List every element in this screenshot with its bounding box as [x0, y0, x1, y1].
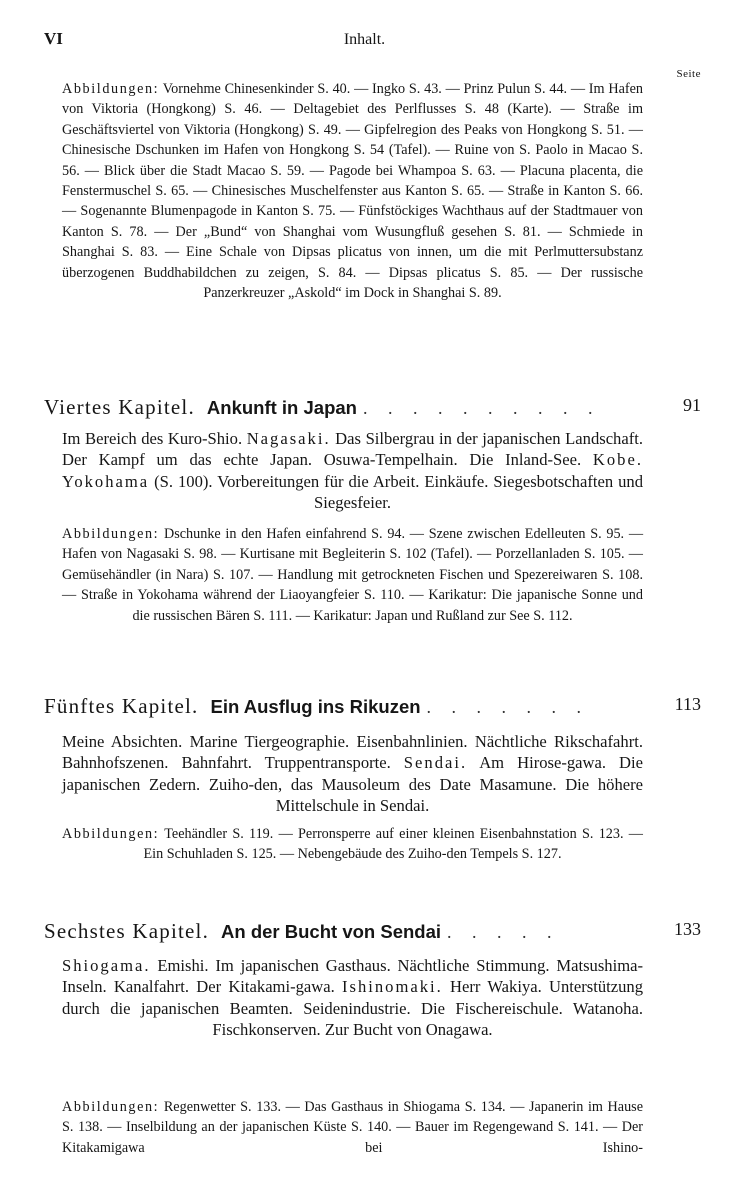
place-name: Yokohama — [62, 471, 150, 491]
figures-text: Dschunke in den Hafen einfahrend S. 94. — Szene zwischen Edelleuten S. 95. — Hafen von Nagasaki S. 98. — Kurtisane mit Begleiterin S. 102 (Tafel). — Porzellanladen S. 105. — Gemüsehändler (in Nara) S. 107. — Handlung mit getrockneten Fischen und Spezereiwaren S. 108. — Straße in Yokohama während der Liaoyangfeier S. 110. — — [62, 526, 644, 604]
figures-text: Teehändler S. 119. — Perronsperre auf einer kleinen Eisenbahnstation S. 123. — Ein Schuhladen S. 125. — Nebengebäude des Zuiho-den Tempels S. 127. — [143, 826, 643, 863]
figures-text: Regenwetter S. 133. — Das Gasthaus in Shiogama S. 134. — Japanerin im Hause S. 138. — Inselbildung an der japanischen Küste S. 140. — Bauer im Regengewand S. 141. — Der Kitakamigawa bei Ishino- — [62, 1099, 643, 1156]
leader-dots: . . . . . — [447, 922, 560, 942]
chapter-title: Ein Ausflug ins Rikuzen — [210, 696, 421, 717]
figures-label: Abbildungen: — [62, 826, 160, 842]
place-name: Kobe. — [592, 450, 643, 470]
place-name: Ishinomaki. — [341, 977, 443, 997]
figures-label: Abbildungen: — [62, 81, 160, 97]
caricature-text: Die japanische Sonne und die russischen Bären S. 111. — Karikatur: Japan und Rußland zur See S. 112. — [132, 587, 643, 624]
summary-text: (S. 100). Vorbereitungen für die Arbeit. Einkäufe. Siegesbotschaften und Siegesfeier. — [149, 471, 643, 513]
summary-text: Emishi. Im japanischen Gasthaus. Nächtliche Stimmung. Matsushima-Inseln. Kanalfahrt. Der Kitakami-gawa. — [62, 956, 643, 997]
page-number: VI — [44, 29, 63, 48]
figures-paragraph — [62, 524, 643, 626]
figures-paragraph — [62, 824, 643, 865]
figures-paragraph — [62, 1097, 643, 1158]
summary-text: Herr Wakiya. Unterstützung durch die japanischen Beamten. Seidenindustrie. Die Fischereischule. Watanoha. Fischkonserven. Zur Bucht von Onagawa. — [62, 977, 643, 1040]
chapter-page-number: 91 — [683, 395, 701, 415]
place-name: Sendai. — [403, 753, 468, 773]
chapter-label: Sechstes Kapitel. — [44, 919, 210, 943]
chapter-summary — [62, 731, 643, 817]
intro-figures-paragraph — [62, 79, 643, 303]
figures-text: Vornehme Chinesenkinder S. 40. — Ingko S. 43. — Prinz Pulun S. 44. — Im Hafen von Viktoria (Hongkong) S. 46. — Deltagebiet des Perlflusses S. 48 (Karte). — Straße im Geschäftsviertel von Viktoria (Hongkong) S. 49. — Gipfelregion des Peaks von Hongkong S. 51. — Chinesische Dschunken im Hafen von Hongkong S. 54 (Tafel). — Ruine von S. Paolo in Macao S. 56. — Blick über die Stadt Macao S. 59. — Pagode bei Whampoa S. 63. — Placuna placenta, die Fenstermuschel S. 65. — Chinesisches Muschelfenster aus Kanton S. 65. — Straße in Kanton S. 66. — Sogenannte Blumenpagode in Kanton S. 75. — Fünfstöckiges Wachthaus auf der Stadtmauer von Kanton S. 78. — Der „Bund“ von Shanghai vom Wusungfluß gesehen S. 81. — Schmiede in Shanghai S. 83. — Eine Schale von Dipsas plicatus von innen, um die mit Perlmuttersubstanz überzogenen Buddhabildchen zu zeigen, S. 84. — Dipsas plicatus S. 85. — Der russische Panzerkreuzer „Askold“ im Dock in Shanghai S. 89. — [62, 81, 643, 302]
intro-figures-block — [62, 79, 643, 303]
chapter-heading-5[interactable] — [44, 694, 701, 719]
chapter-page-number: 133 — [674, 919, 701, 939]
summary-text: Meine Absichten. Marine Tiergeographie. Eisenbahnlinien. Nächtliche Rikschafahrt. Bahnhofszenen. Bahnfahrt. Truppentransporte. — [62, 732, 643, 773]
chapter-label: Viertes Kapitel. — [44, 395, 195, 419]
place-name: Shiogama. — [62, 956, 151, 975]
chapter-5-figures-block — [62, 824, 643, 865]
chapter-4-summary-block — [62, 428, 643, 514]
figures-label: Abbildungen: — [62, 1099, 160, 1115]
summary-text: Im Bereich des Kuro-Shio. — [62, 429, 247, 448]
chapter-6-figures-block — [62, 1097, 643, 1158]
chapter-page-number: 113 — [674, 694, 701, 714]
chapter-5-summary-block — [62, 731, 643, 817]
chapter-heading-4[interactable] — [44, 395, 701, 420]
chapter-summary — [62, 428, 643, 514]
chapter-label: Fünftes Kapitel. — [44, 694, 199, 718]
summary-text: Das Silbergrau in der japanischen Landschaft. Der Kampf um das echte Japan. Osuwa-Tempelhain. Die Inland-See. — [62, 429, 644, 470]
leader-dots: . . . . . . . . . . — [362, 398, 601, 418]
running-title: Inhalt. — [343, 31, 386, 48]
chapter-summary — [62, 955, 643, 1041]
page-column-label: Seite — [676, 68, 701, 80]
chapter-title: Ankunft in Japan — [206, 397, 357, 418]
summary-text: Am Hirose-gawa. Die japanischen Zedern. Zuiho-den, das Mausoleum des Date Masamune. Die höhere Mittelschule in Sendai. — [62, 753, 643, 816]
chapter-4-figures-block — [62, 524, 643, 626]
chapter-6-summary-block — [62, 955, 643, 1041]
chapter-heading-6[interactable] — [44, 919, 701, 944]
place-name: Nagasaki. — [246, 429, 331, 448]
figures-label: Abbildungen: — [62, 526, 160, 542]
caricature-label: Karikatur: — [428, 587, 487, 604]
leader-dots: . . . . . . . — [426, 697, 590, 717]
chapter-title: An der Bucht von Sendai — [221, 921, 442, 942]
